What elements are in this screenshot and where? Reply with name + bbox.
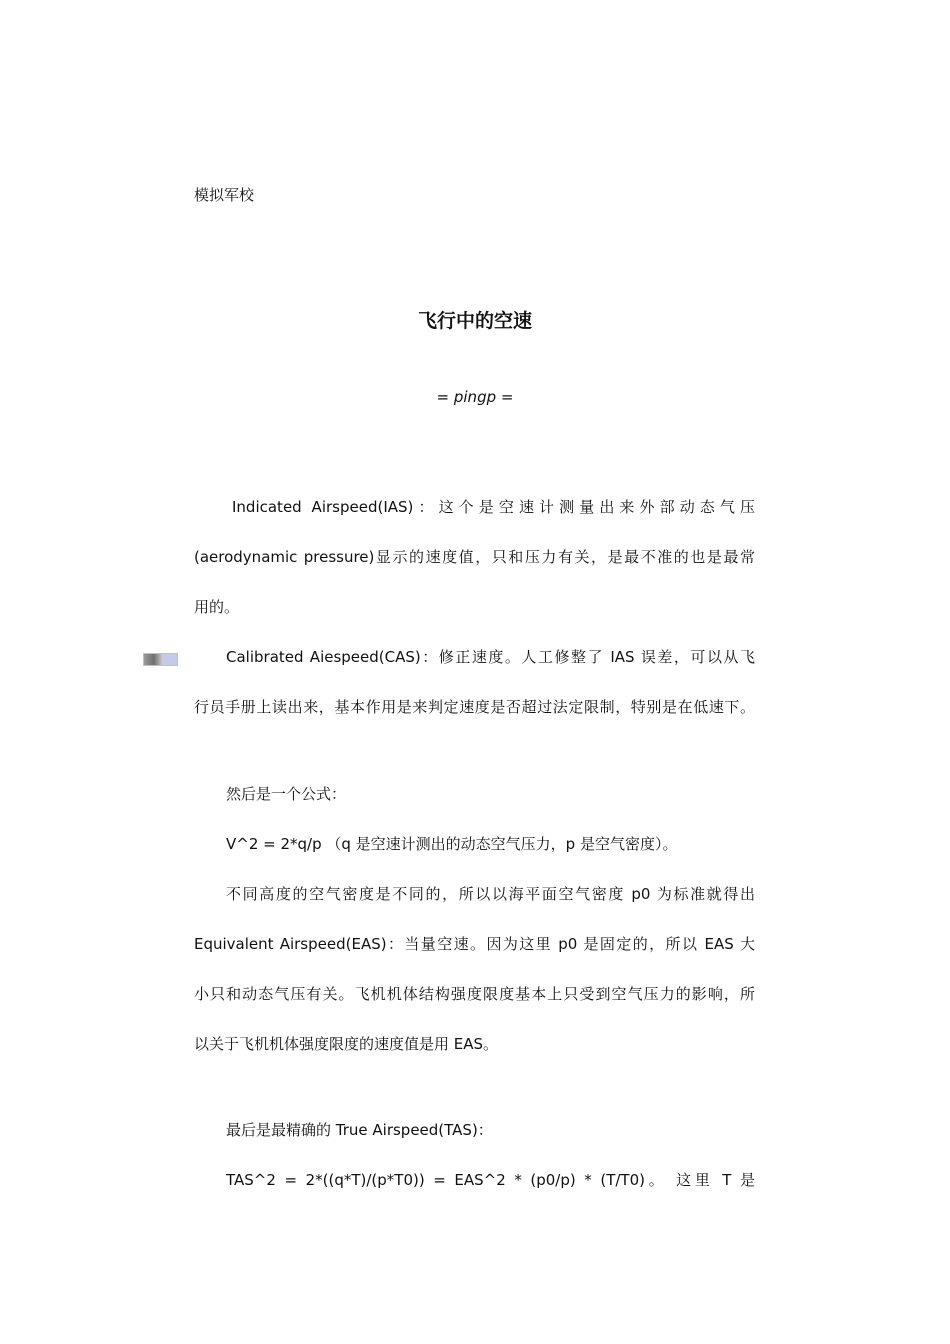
paragraph-ias-line-3: 用的。	[194, 598, 240, 616]
paragraph-eas-line-3: 小只和动态气压有关。飞机机体结构强度限度基本上只受到空气压力的影响，所	[194, 985, 755, 1003]
tas-formula-line: TAS^2 = 2*((q*T)/(p*T0)) = EAS^2 * (p0/p) * (T/T0)。 这里 T 是	[226, 1171, 755, 1189]
formula-line: V^2 = 2*q/p （q 是空速计测出的动态空气压力，p 是空气密度）。	[226, 835, 678, 853]
document-header: 模拟军校	[194, 186, 255, 204]
paragraph-eas-line-2: Equivalent Airspeed(EAS)：当量空速。因为这里 p0 是固定的，所以 EAS 大	[194, 935, 755, 953]
author-line: = pingp =	[436, 388, 514, 406]
paragraph-ias-line-2: (aerodynamic pressure)显示的速度值，只和压力有关，是最不准的也是最常	[194, 548, 755, 566]
formula-intro: 然后是一个公式：	[226, 785, 347, 803]
paragraph-cas-line-1: Calibrated Aiespeed(CAS)：修正速度。人工修整了 IAS 误差，可以从飞	[226, 648, 755, 666]
margin-marker-image	[143, 653, 178, 666]
paragraph-eas-line-1: 不同高度的空气密度是不同的，所以以海平面空气密度 p0 为标准就得出	[226, 885, 755, 903]
paragraph-eas-line-4: 以关于飞机机体强度限度的速度值是用 EAS。	[194, 1035, 499, 1053]
document-title: 飞行中的空速	[417, 310, 532, 332]
paragraph-cas-line-2: 行员手册上读出来，基本作用是来判定速度是否超过法定限制，特别是在低速下。	[194, 698, 755, 716]
paragraph-ias-line-1: Indicated Airspeed(IAS)：这个是空速计测量出来外部动态气压	[232, 498, 755, 516]
tas-intro: 最后是最精确的 True Airspeed(TAS)：	[226, 1121, 493, 1139]
